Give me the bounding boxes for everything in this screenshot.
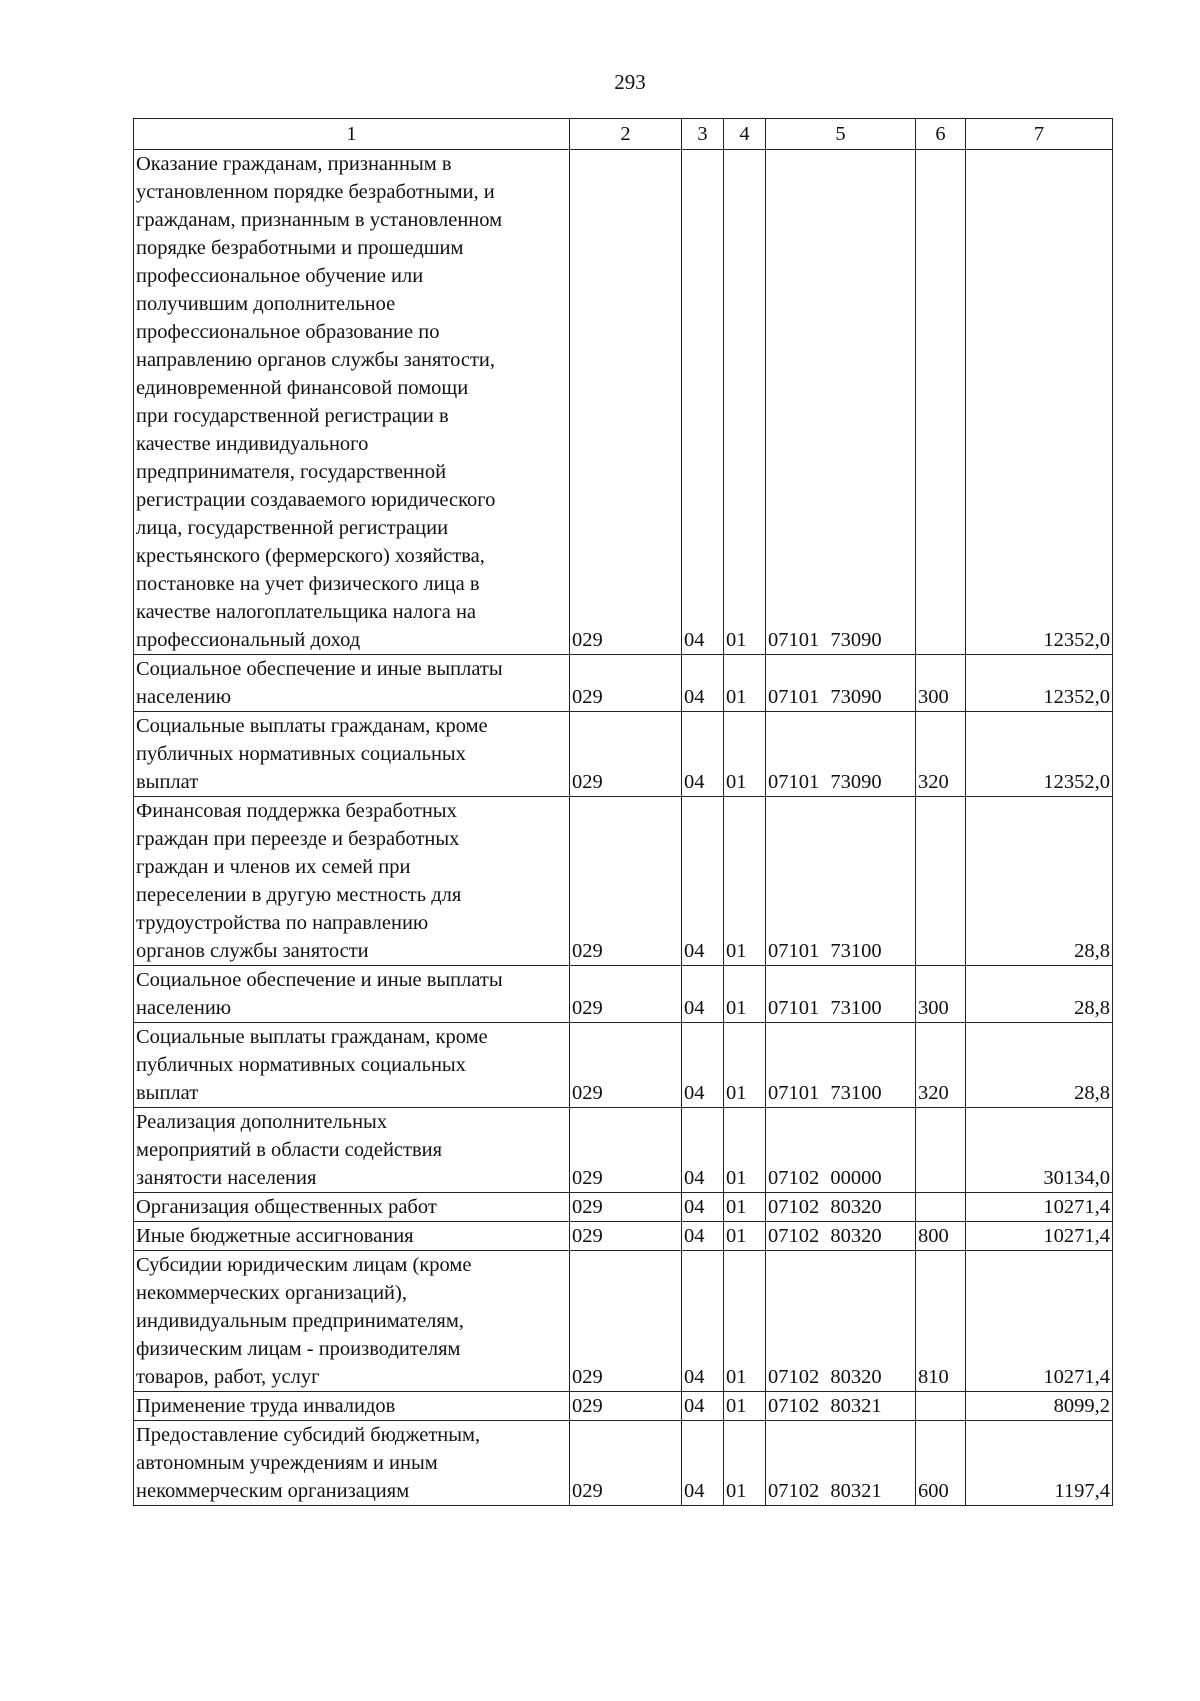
item-name-cell: Финансовая поддержка безработных граждан при переезде и безработных граждан и членов их семей при переселении в другую местность для трудоустройства по направлению органов службы занятости [134,797,570,966]
target-article-cell: 07102 80320 [766,1251,916,1392]
section-cell: 04 [682,655,724,712]
amount-cell: 12352,0 [966,712,1113,797]
subsection-cell: 01 [724,1108,766,1193]
table-header-row [134,119,1113,150]
admin-code-cell: 029 [570,1392,682,1421]
column-header: 6 [916,119,966,150]
table-row [134,1222,1113,1251]
table-row [134,1421,1113,1506]
section-cell: 04 [682,1421,724,1506]
subsection-cell: 01 [724,150,766,655]
target-article-cell: 07101 73090 [766,712,916,797]
expense-type-cell: 800 [916,1222,966,1251]
amount-cell: 28,8 [966,1023,1113,1108]
subsection-cell: 01 [724,712,766,797]
section-cell: 04 [682,966,724,1023]
table-row [134,797,1113,966]
admin-code-cell: 029 [570,1222,682,1251]
target-article-cell: 07102 80321 [766,1392,916,1421]
amount-cell: 1197,4 [966,1421,1113,1506]
table-row [134,1392,1113,1421]
target-article-cell: 07101 73100 [766,1023,916,1108]
table-row [134,1193,1113,1222]
target-article-cell: 07101 73100 [766,797,916,966]
subsection-cell: 01 [724,1251,766,1392]
amount-cell: 10271,4 [966,1251,1113,1392]
table-row [134,1251,1113,1392]
section-cell: 04 [682,797,724,966]
section-cell: 04 [682,1108,724,1193]
expense-type-cell [916,150,966,655]
item-name-cell: Организация общественных работ [134,1193,570,1222]
target-article-cell: 07101 73090 [766,150,916,655]
admin-code-cell: 029 [570,1251,682,1392]
amount-cell: 10271,4 [966,1222,1113,1251]
admin-code-cell: 029 [570,1023,682,1108]
expense-type-cell: 300 [916,655,966,712]
section-cell: 04 [682,1193,724,1222]
target-article-cell: 07102 00000 [766,1108,916,1193]
item-name-cell: Социальное обеспечение и иные выплаты населению [134,655,570,712]
subsection-cell: 01 [724,1023,766,1108]
item-name-cell: Социальные выплаты гражданам, кроме публичных нормативных социальных выплат [134,712,570,797]
table-row [134,655,1113,712]
target-article-cell: 07102 80320 [766,1222,916,1251]
item-name-cell: Иные бюджетные ассигнования [134,1222,570,1251]
table-row [134,150,1113,655]
target-article-cell: 07101 73100 [766,966,916,1023]
subsection-cell: 01 [724,966,766,1023]
section-cell: 04 [682,712,724,797]
expense-type-cell: 320 [916,712,966,797]
admin-code-cell: 029 [570,150,682,655]
subsection-cell: 01 [724,1193,766,1222]
expense-type-cell: 300 [916,966,966,1023]
expense-type-cell [916,797,966,966]
expense-type-cell [916,1193,966,1222]
expense-type-cell [916,1108,966,1193]
section-cell: 04 [682,1023,724,1108]
column-header: 2 [570,119,682,150]
table-row [134,712,1113,797]
subsection-cell: 01 [724,1222,766,1251]
admin-code-cell: 029 [570,655,682,712]
amount-cell: 12352,0 [966,150,1113,655]
amount-cell: 30134,0 [966,1108,1113,1193]
table-row [134,1023,1113,1108]
subsection-cell: 01 [724,1421,766,1506]
column-header: 3 [682,119,724,150]
budget-table [133,118,1113,1506]
admin-code-cell: 029 [570,966,682,1023]
column-header: 5 [766,119,916,150]
subsection-cell: 01 [724,655,766,712]
item-name-cell: Оказание гражданам, признанным в установленном порядке безработными, и гражданам, признанным в установленном порядке безработными и прошедшим профессиональное обучение или получившим дополнительное профессиональное образование по направлению органов службы занятости, единовременной финансовой помощи при государственной регистрации в качестве индивидуального предпринимателя, государственной регистрации создаваемого юридического лица, государственной регистрации крестьянского (фермерского) хозяйства, постановке на учет физического лица в качестве налогоплательщика налога на профессиональный доход [134,150,570,655]
item-name-cell: Предоставление субсидий бюджетным, автономным учреждениям и иным некоммерческим организациям [134,1421,570,1506]
target-article-cell: 07102 80321 [766,1421,916,1506]
item-name-cell: Социальные выплаты гражданам, кроме публичных нормативных социальных выплат [134,1023,570,1108]
section-cell: 04 [682,1392,724,1421]
admin-code-cell: 029 [570,712,682,797]
admin-code-cell: 029 [570,797,682,966]
admin-code-cell: 029 [570,1108,682,1193]
subsection-cell: 01 [724,1392,766,1421]
expense-type-cell: 810 [916,1251,966,1392]
column-header: 7 [966,119,1113,150]
admin-code-cell: 029 [570,1421,682,1506]
amount-cell: 8099,2 [966,1392,1113,1421]
admin-code-cell: 029 [570,1193,682,1222]
subsection-cell: 01 [724,797,766,966]
amount-cell: 28,8 [966,797,1113,966]
column-header: 1 [134,119,570,150]
expense-type-cell [916,1392,966,1421]
item-name-cell: Реализация дополнительных мероприятий в области содействия занятости населения [134,1108,570,1193]
section-cell: 04 [682,150,724,655]
item-name-cell: Социальное обеспечение и иные выплаты населению [134,966,570,1023]
section-cell: 04 [682,1251,724,1392]
column-header: 4 [724,119,766,150]
item-name-cell: Субсидии юридическим лицам (кроме некоммерческих организаций), индивидуальным предпринимателям, физическим лицам - производителям товаров, работ, услуг [134,1251,570,1392]
amount-cell: 12352,0 [966,655,1113,712]
item-name-cell: Применение труда инвалидов [134,1392,570,1421]
section-cell: 04 [682,1222,724,1251]
table-row [134,966,1113,1023]
amount-cell: 10271,4 [966,1193,1113,1222]
amount-cell: 28,8 [966,966,1113,1023]
table-row [134,1108,1113,1193]
expense-type-cell: 600 [916,1421,966,1506]
page-number: 293 [614,70,646,94]
target-article-cell: 07102 80320 [766,1193,916,1222]
target-article-cell: 07101 73090 [766,655,916,712]
expense-type-cell: 320 [916,1023,966,1108]
